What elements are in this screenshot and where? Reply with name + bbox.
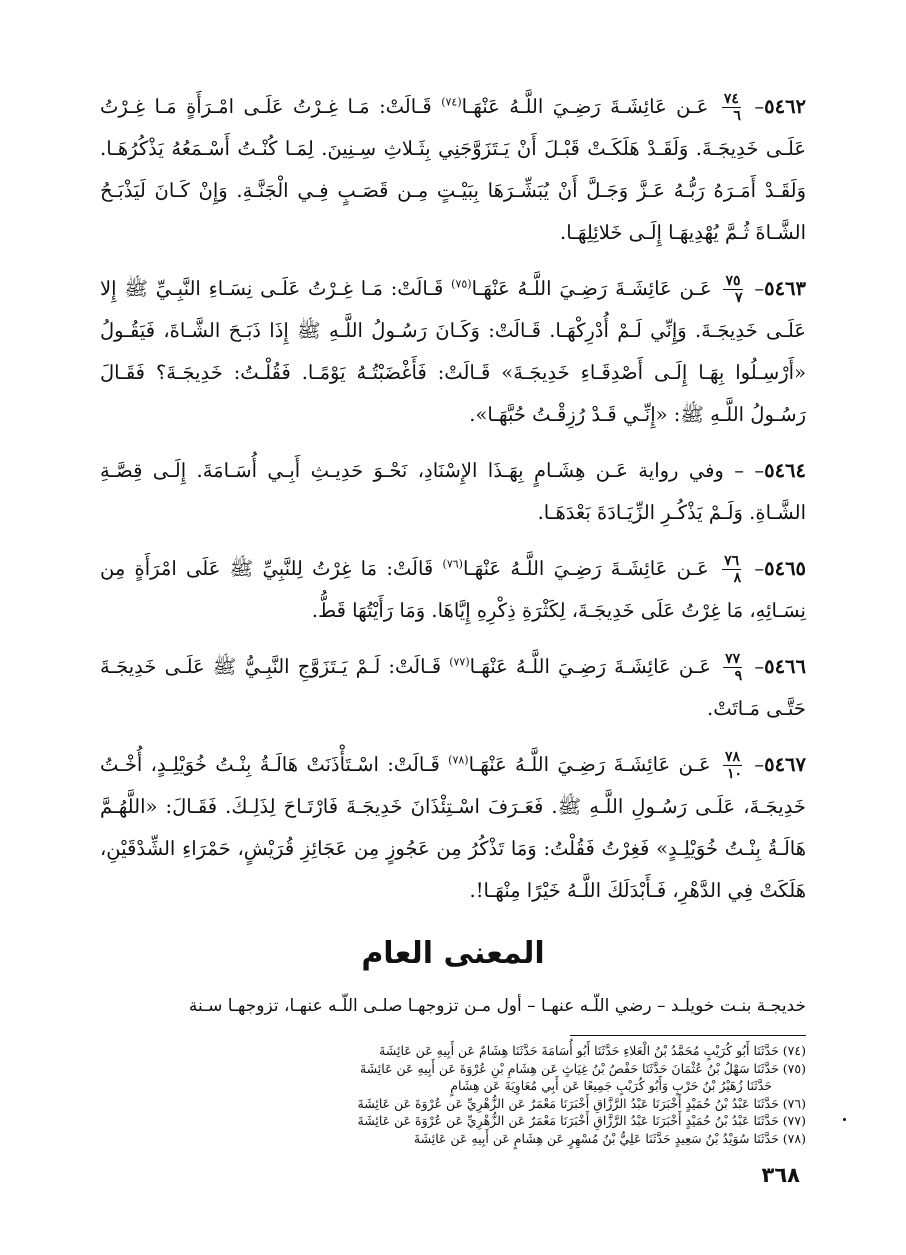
hadith-opening: عَـن عَائِشَـةَ رَضِـيَ اللَّـهُ عَنْهَـا bbox=[471, 277, 712, 300]
hadith-number: ٥٤٦٥ bbox=[764, 557, 807, 580]
hadith-opening: عَـن عَائِشَـةَ رَضِـيَ اللَّـهُ عَنْهَـا bbox=[468, 753, 711, 776]
hadith-paragraph: ٥٤٦٧– $\frac{٧٨}{١٠}$ عَـن عَائِشَـةَ رَضِـيَ اللَّـهُ عَنْهَـا$^{(٧٨)}$ قَـالَتْ: اسْـتَأْذَنَتْ هَالَـةُ بِنْـتُ خُوَيْلِـدٍ، أُخْـتُ خَدِيجَـةَ، عَلَـى رَسُـولِ اللَّـهِ ﷺ. فَعَـرَفَ اسْـتِئْذَانَ خَدِيجَـةَ فَارْتَـاحَ لِذَلِـكَ. فَقَـالَ: «اللَّهُـمَّ هَالَـةُ بِنْـتُ خُوَيْلِـدٍ» فَغِرْتُ فَقُلْتُ: وَمَا تَذْكُرُ مِن عَجُوزٍ مِن عَجَائِزِ قُرَيْشٍ، حَمْرَاءِ الشِّدْقَيْنِ، هَلَكَتْ فِي الدَّهْرِ، فَـأَبْدَلَكَ اللَّـهُ خَيْرًا مِنْهَـا!. bbox=[100, 749, 806, 902]
hadith-paragraph: ٥٤٦٣– $\frac{٧٥}{٧}$ عَـن عَائِشَـةَ رَضِـيَ اللَّـهُ عَنْهَـا$^{(٧٥)}$ قَـالَتْ: مَـا غِـرْتُ عَلَـى نِسَـاءِ النَّبِـيِّ ﷺ إِلا عَلَـى خَدِيجَـةَ. وَإِنِّي لَـمْ أُدْرِكْهَـا. قَـالَتْ: وَكَـانَ رَسُـولُ اللَّـهِ ﷺ إِذَا ذَبَـحَ الشَّـاةَ، فَيَقُـولُ «أَرْسِـلُوا بِهَـا إِلَـى أَصْدِقَـاءِ خَدِيجَـةَ» قَـالَتْ: فَأَغْضَبْتُـهُ يَوْمًـا. فَقُلْـتُ: خَدِيجَـةَ؟ فَقَـالَ رَسُـولُ اللَّـهِ ﷺ: «إِنِّـي قَـدْ رُزِقْـتُ حُبَّهَـا». bbox=[100, 273, 806, 426]
reference-fraction: $\frac{٧٧}{٩}$ bbox=[725, 651, 743, 684]
margin-dot bbox=[843, 1118, 846, 1121]
hadith-paragraph: ٥٤٦٤– – وفي رواية عَـن هِشَـامٍ بِهَـذَا الإِسْنَادِ، نَحْـوَ حَدِيـثِ أَبِـي أُسَـامَةَ. إِلَـى قِصَّـةِ الشَّـاةِ. وَلَـمْ يَذْكُـرِ الزِّيَـادَةَ بَعْدَهَـا. bbox=[100, 459, 806, 524]
footnote-75: (٧٥) حَدَّثَنَا سَهْلُ بْنُ عُثْمَانَ حَدَّثَنَا حَفْصُ بْنُ غِيَاثٍ عَن هِشَامِ بْنِ عُرْوَةَ عَن أَبِيهِ عَن عَائِشَةَ bbox=[359, 1060, 806, 1076]
footnote-75-continuation: حَدَّثَنَا زُهَيْرُ بْنُ حَرْبٍ وَأَبُو كُرَيْبٍ جَمِيعًا عَن أَبِي مُعَاوِيَةَ عَن هِشَامٍ bbox=[450, 1078, 772, 1093]
reference-fraction: $\frac{٧٨}{١٠}$ bbox=[724, 749, 743, 782]
footnote-marker[interactable]: (٧٦) bbox=[442, 557, 463, 571]
hadith-opening: عَـن عَائِشَـةَ رَضِـيَ اللَّـهُ عَنْهَـا bbox=[469, 655, 712, 678]
footnote-marker[interactable]: (٧٤) bbox=[441, 95, 462, 109]
hadith-body: قَالَتْ: مَا غِرْتُ لِلنَّبِيِّ ﷺ عَلَى امْرَأَةٍ مِن نِسَـائِهِ، مَا غِرْتُ عَلَى خَدِيجَـةَ، لِكَثْرَةِ ذِكْرِهِ إِيَّاهَا. وَمَا رَأَيْتُهَا قَطُّ. bbox=[100, 557, 806, 622]
hadith-paragraph: ٥٤٦٦– $\frac{٧٧}{٩}$ عَـن عَائِشَـةَ رَضِـيَ اللَّـهُ عَنْهَـا$^{(٧٧)}$ قَـالَتْ: لَـمْ يَـتَزَوَّجِ النَّبِـيُّ ﷺ عَلَـى خَدِيجَـةَ حَتَّـى مَـاتَتْ. bbox=[100, 651, 806, 720]
summary-text: خديجـة بنـت خويلـد – رضي اللّـه عنهـا – أول مـن تزوجهـا صلـى اللّـه عنهـا، تزوجهـا سـنة bbox=[188, 996, 806, 1016]
page-number: ٣٦٨ bbox=[761, 1163, 800, 1187]
hadith-number: ٥٤٦٢ bbox=[764, 95, 807, 118]
hadith-body: قَـالَتْ: لَـمْ يَـتَزَوَّجِ النَّبِـيُّ ﷺ عَلَـى خَدِيجَـةَ حَتَّـى مَـاتَتْ. bbox=[100, 655, 806, 720]
hadith-number: ٥٤٦٤ bbox=[764, 459, 806, 482]
footnote-78: (٧٨) حَدَّثَنَا سُوَيْدُ بْنُ سَعِيدٍ حَدَّثَنَا عَلِيُّ بْنُ مُسْهِرٍ عَن هِشَامٍ عَن أَبِيهِ عَن عَائِشَةَ bbox=[413, 1130, 806, 1146]
footnote-74: (٧٤) حَدَّثَنَا أَبُو كُرَيْبٍ مُحَمَّدُ بْنُ الْعَلاءِ حَدَّثَنَا أَبُو أُسَامَةَ حَدَّثَنَا هِشَامٌ عَن أَبِيهِ عَن عَائِشَةَ bbox=[379, 1043, 806, 1058]
hadith-body: قَـالَتْ: مَـا غِـرْتُ عَلَـى امْـرَأَةٍ مَـا غِـرْتُ عَلَـى خَدِيجَـةَ. وَلَقَـدْ هَلَكَـتْ قَبْـلَ أَنْ يَـتَزَوَّجَنِي بِثَـلاثِ سِـنِينَ. لِمَـا كُنْـتُ أَسْـمَعُهُ يَذْكُرُهَـا. وَلَقَـدْ أَمَـرَهُ رَبُّـهُ عَـزَّ وَجَـلَّ أَنْ يُبَشِّـرَهَا بِبَيْـتٍ مِـن قَصَـبٍ فِـي الْجَنَّـةِ. وَإِنْ كَـانَ لَيَذْبَـحُ الشَّـاةَ ثُـمَّ يُهْدِيهَـا إِلَـى خَلائِلِهَـا. bbox=[100, 95, 806, 244]
footnote-marker[interactable]: (٧٨) bbox=[448, 753, 469, 767]
hadith-number: ٥٤٦٧ bbox=[764, 753, 806, 776]
hadith-body: قَـالَتْ: مَـا غِـرْتُ عَلَـى نِسَـاءِ النَّبِـيِّ ﷺ إِلا عَلَـى خَدِيجَـةَ. وَإِنِّي لَـمْ أُدْرِكْهَـا. قَـالَتْ: وَكَـانَ رَسُـولُ اللَّـهِ ﷺ إِذَا ذَبَـحَ الشَّـاةَ، فَيَقُـولُ «أَرْسِـلُوا بِهَـا إِلَـى أَصْدِقَـاءِ خَدِيجَـةَ» قَـالَتْ: فَأَغْضَبْتُـهُ يَوْمًـا. فَقُلْـتُ: خَدِيجَـةَ؟ فَقَـالَ رَسُـولُ اللَّـهِ ﷺ: «إِنِّـي قَـدْ رُزِقْـتُ حُبَّهَـا». bbox=[100, 277, 806, 426]
footnote-76: (٧٦) حَدَّثَنَا عَبْدُ بْنُ حُمَيْدٍ أَخْبَرَنَا عَبْدُ الرَّزَّاقِ أَخْبَرَنَا مَعْمَرٌ عَن الزُّهْرِيِّ عَن عُرْوَةَ عَن عَائِشَةَ bbox=[357, 1095, 806, 1111]
reference-fraction: $\frac{٧٤}{٦}$ bbox=[723, 91, 741, 124]
footnotes bbox=[100, 1042, 806, 1147]
hadith-number: ٥٤٦٣ bbox=[764, 277, 806, 300]
hadith-paragraph: ٥٤٦٢– $\frac{٧٤}{٦}$ عَـن عَائِشَـةَ رَضِـيَ اللَّـهُ عَنْهَـا$^{(٧٤)}$ قَـالَتْ: مَـا غِـرْتُ عَلَـى امْـرَأَةٍ مَـا غِـرْتُ عَلَـى خَدِيجَـةَ. وَلَقَـدْ هَلَكَـتْ قَبْـلَ أَنْ يَـتَزَوَّجَنِي بِثَـلاثِ سِـنِينَ. لِمَـا كُنْـتُ أَسْـمَعُهُ يَذْكُرُهَـا. وَلَقَـدْ أَمَـرَهُ رَبُّـهُ عَـزَّ وَجَـلَّ أَنْ يُبَشِّـرَهَا بِبَيْـتٍ مِـن قَصَـبٍ فِـي الْجَنَّـةِ. وَإِنْ كَـانَ لَيَذْبَـحُ الشَّـاةَ ثُـمَّ يُهْدِيهَـا إِلَـى خَلائِلِهَـا. bbox=[100, 91, 807, 244]
reference-fraction: $\frac{٧٦}{٨}$ bbox=[724, 553, 742, 586]
hadith-paragraph: ٥٤٦٥– $\frac{٧٦}{٨}$ عَـن عَائِشَـةَ رَضِـيَ اللَّـهُ عَنْهَـا$^{(٧٦)}$ قَالَتْ: مَا غِرْتُ لِلنَّبِيِّ ﷺ عَلَى امْرَأَةٍ مِن نِسَـائِهِ، مَا غِرْتُ عَلَى خَدِيجَـةَ، لِكَثْرَةِ ذِكْرِهِ إِيَّاهَا. وَمَا رَأَيْتُهَا قَطُّ. bbox=[100, 553, 807, 622]
hadith-opening: عَـن عَائِشَـةَ رَضِـيَ اللَّـهُ عَنْهَـا bbox=[462, 557, 709, 580]
hadith-body: قَـالَتْ: اسْـتَأْذَنَتْ هَالَـةُ بِنْـتُ خُوَيْلِـدٍ، أُخْـتُ خَدِيجَـةَ، عَلَـى رَسُـولِ اللَّـهِ ﷺ. فَعَـرَفَ اسْـتِئْذَانَ خَدِيجَـةَ فَارْتَـاحَ لِذَلِـكَ. فَقَـالَ: «اللَّهُـمَّ هَالَـةُ بِنْـتُ خُوَيْلِـدٍ» فَغِرْتُ فَقُلْتُ: وَمَا تَذْكُرُ مِن عَجُوزٍ مِن عَجَائِزِ قُرَيْشٍ، حَمْرَاءِ الشِّدْقَيْنِ، هَلَكَتْ فِي الدَّهْرِ، فَـأَبْدَلَكَ اللَّـهُ خَيْرًا مِنْهَـا!. bbox=[100, 753, 806, 902]
hadith-body: وَلَـمْ يَذْكُـرِ الزِّيَـادَةَ بَعْدَهَـا. bbox=[537, 501, 743, 524]
hadith-number: ٥٤٦٦ bbox=[764, 655, 806, 678]
hadith-opening: – وفي رواية عَـن هِشَـامٍ بِهَـذَا الإِسْنَادِ، نَحْـوَ حَدِيـثِ أَبِـي أُسَـامَةَ. إِلَـى قِصَّـةِ الشَّـاةِ. bbox=[100, 459, 806, 524]
footnote-marker[interactable]: (٧٧) bbox=[449, 655, 470, 669]
footnote-marker[interactable]: (٧٥) bbox=[451, 277, 472, 291]
footnote-77: (٧٧) حَدَّثَنَا عَبْدُ بْنُ حُمَيْدٍ أَخْبَرَنَا عَبْدُ الرَّزَّاقِ أَخْبَرَنَا مَعْمَرٌ عَن الزُّهْرِيِّ عَن عُرْوَةَ عَن عَائِشَةَ bbox=[357, 1113, 806, 1128]
section-title: المعنى العام bbox=[361, 936, 545, 971]
reference-fraction: $\frac{٧٥}{٧}$ bbox=[725, 273, 743, 306]
hadith-opening: عَـن عَائِشَـةَ رَضِـيَ اللَّـهُ عَنْهَـا bbox=[461, 95, 709, 118]
page-content bbox=[100, 86, 806, 1147]
footnote-divider bbox=[570, 1035, 806, 1036]
